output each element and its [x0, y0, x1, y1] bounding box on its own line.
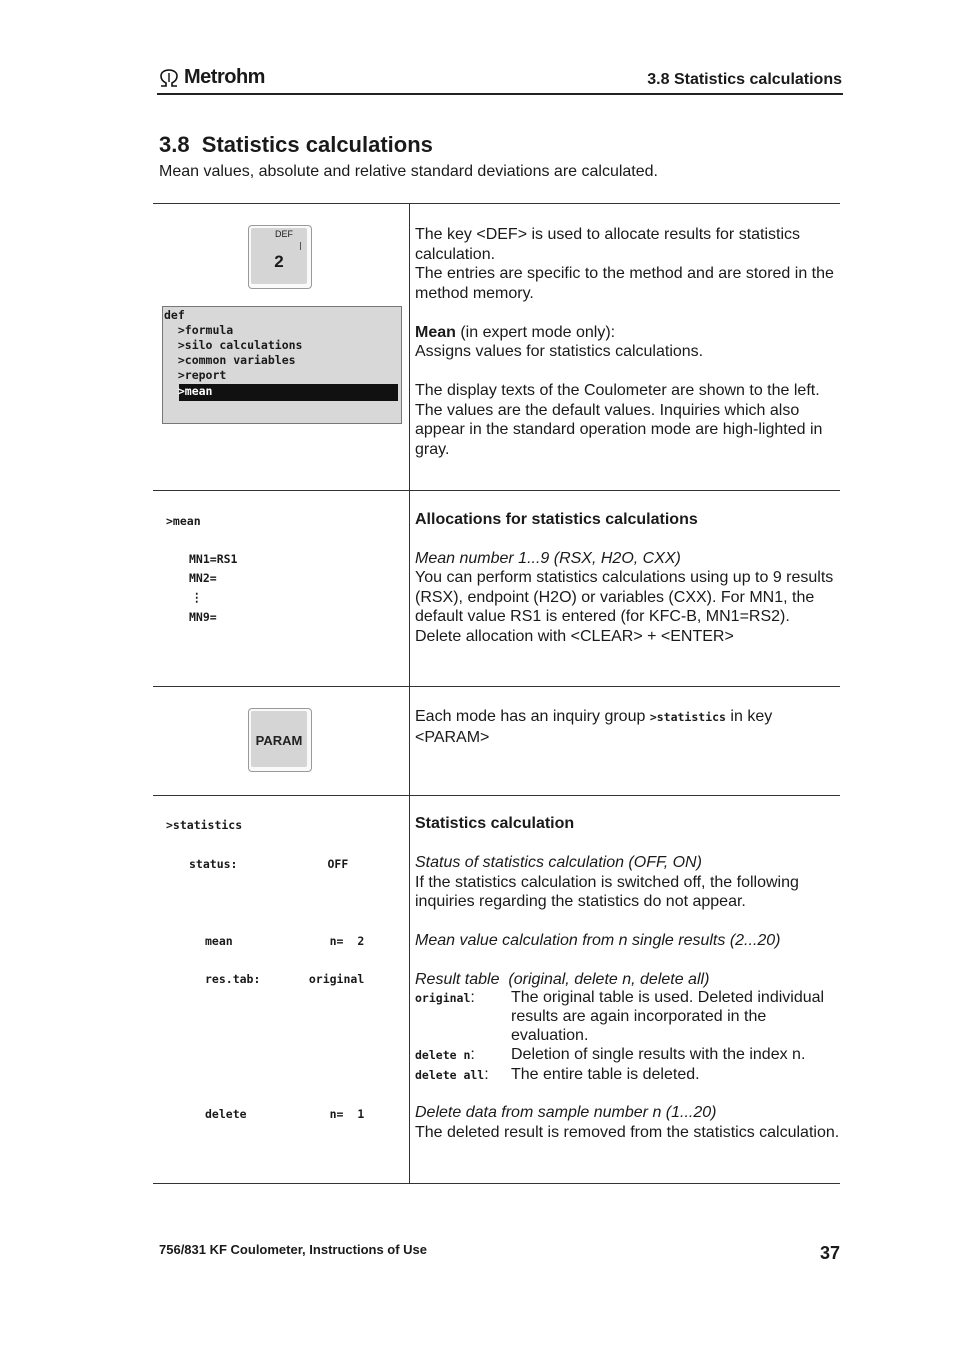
row3-text-before: Each mode has an inquiry group — [415, 708, 650, 725]
row2-p1: You can perform statistics calculations using up to 9 results (RSX), endpoint (H2O) or variables (CXX). For MN1, the default value RS1 is entered (for KFC-B, MN1=RS2). — [415, 569, 834, 625]
param-key — [248, 708, 312, 772]
row2-text — [415, 510, 840, 646]
row3-text-after: in key <PARAM> — [415, 708, 773, 746]
row4-sub3: Result table (original, delete n, delete all) — [415, 971, 710, 988]
def-key-top-label: DEF — [275, 229, 293, 239]
display-line: >silo calculations — [164, 338, 303, 352]
table-rule-2 — [153, 686, 840, 687]
footer-document-title: 756/831 KF Coulometer, Instructions of Use — [159, 1242, 428, 1257]
section-title: 3.8 Statistics calculations — [159, 132, 433, 157]
row4-text-bottom — [415, 1103, 840, 1142]
row1-p3: Assigns values for statistics calculations. — [415, 343, 704, 360]
code-restab: res.tab: original — [205, 972, 365, 986]
code-dots: ⋮ — [191, 590, 203, 604]
row4-sub4: Delete data from sample number n (1...20) — [415, 1104, 717, 1121]
coulometer-display — [162, 306, 402, 424]
row4-p2: The deleted result is removed from the statistics calculation. — [415, 1123, 840, 1141]
row1-p4: The display texts of the Coulometer are shown to the left. The values are the default values. Inquiries which also appear in the standard operation mode are high-lighted in gray. — [415, 382, 823, 458]
table-column-divider — [409, 203, 410, 1184]
display-line: >common variables — [164, 353, 296, 367]
param-key-label: PARAM — [255, 733, 303, 748]
metrohm-omega-icon — [158, 69, 180, 87]
code-statistics-head: >statistics — [166, 818, 243, 832]
row1-text — [415, 225, 840, 459]
row2-heading: Allocations for statistics calculations — [415, 511, 698, 528]
section-intro: Mean values, absolute and relative standard deviations are calculated. — [159, 163, 658, 180]
row1-p2: The entries are specific to the method and are stored in the method memory. — [415, 265, 834, 302]
term-original: original: — [415, 989, 475, 1006]
metrohm-logo — [158, 66, 265, 89]
key-mark — [300, 242, 301, 250]
def-key — [248, 225, 312, 289]
row4-heading: Statistics calculation — [415, 815, 575, 832]
row2-sub: Mean number 1...9 (RSX, H2O, CXX) — [415, 549, 681, 567]
desc-delete-n: Deletion of single results with the index n. — [511, 1046, 806, 1063]
desc-delete-all: The entire table is deleted. — [511, 1066, 700, 1083]
running-title: 3.8 Statistics calculations — [647, 71, 842, 88]
result-table-options — [415, 988, 840, 1088]
code-mean-head: >mean — [166, 514, 201, 528]
table-rule-bottom — [153, 1183, 840, 1184]
header-rule — [157, 93, 843, 95]
row4-p1: If the statistics calculation is switched off, the following inquiries regarding the statistics do not appear. — [415, 873, 799, 910]
table-rule-top — [153, 203, 840, 204]
row3-text-mono: >statistics — [649, 710, 726, 724]
display-line: >report — [164, 368, 227, 382]
code-mn2: MN2= — [189, 571, 217, 585]
page-number: 37 — [819, 1243, 840, 1263]
term-delete-n: delete n: — [415, 1046, 475, 1063]
row2-p2: Delete allocation with <CLEAR> + <ENTER> — [415, 627, 734, 645]
term-delete-all: delete all: — [415, 1066, 489, 1083]
mean-note: (in expert mode only): — [455, 323, 616, 341]
code-mn9: MN9= — [189, 610, 217, 624]
display-line: def — [164, 308, 185, 322]
row3-text — [415, 707, 840, 747]
display-line: >formula — [164, 323, 234, 337]
code-status: status: OFF — [189, 857, 349, 871]
table-rule-1 — [153, 490, 840, 491]
display-line-selected: >mean — [164, 384, 213, 398]
row1-p1: The key <DEF> is used to allocate results for statistics calculation. — [415, 226, 801, 263]
row4-text-top — [415, 814, 840, 990]
row4-sub2: Mean value calculation from n single results (2...20) — [415, 932, 781, 949]
row4-sub1: Status of statistics calculation (OFF, ON) — [415, 854, 702, 871]
code-delete: delete n= 1 — [205, 1107, 365, 1121]
code-mn1: MN1=RS1 — [189, 552, 238, 566]
mean-label: Mean — [415, 323, 456, 341]
def-key-main-label: 2 — [274, 252, 284, 271]
code-mean: mean n= 2 — [205, 934, 365, 948]
table-rule-3 — [153, 795, 840, 796]
desc-original: The original table is used. Deleted individual results are again incorporated in the evaluation. — [511, 989, 825, 1044]
logo-text: Metrohm — [184, 66, 265, 88]
